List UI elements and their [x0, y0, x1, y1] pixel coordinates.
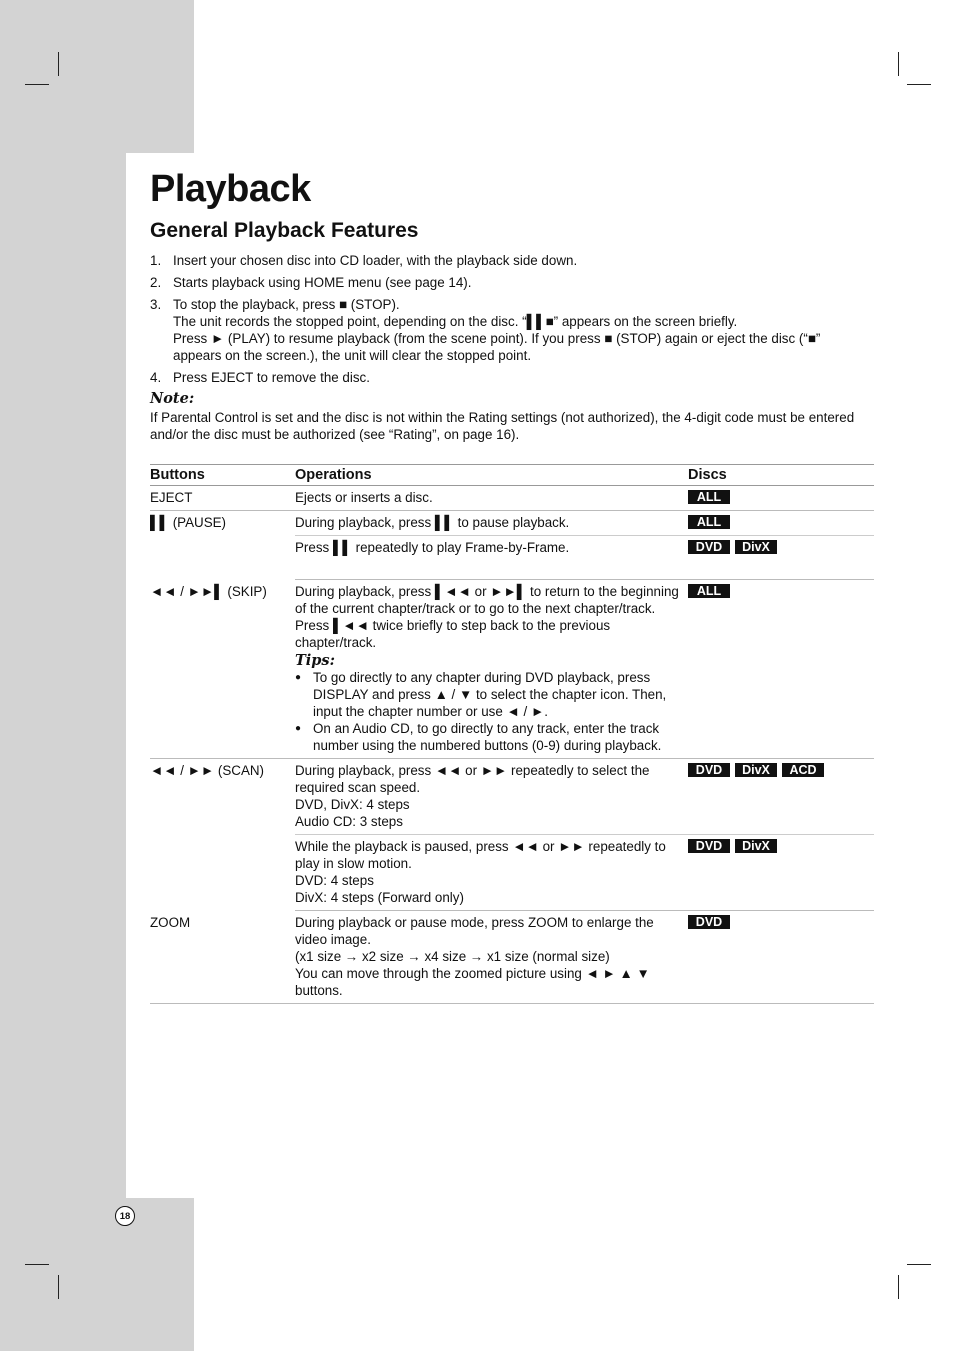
- crop-mark: [898, 1275, 899, 1299]
- step-text: [173, 274, 870, 291]
- note-label: Note:: [150, 390, 195, 407]
- list-item: [150, 252, 870, 269]
- list-item: [150, 296, 870, 364]
- tips-label: Tips:: [295, 652, 335, 669]
- crop-mark: [25, 84, 49, 85]
- list-item: [150, 369, 870, 386]
- steps-list: [150, 252, 870, 391]
- disc-badge: DivX: [735, 540, 777, 554]
- button-eject: EJECT: [150, 486, 295, 511]
- op-line: While the playback is paused, press ◄◄ or ►► repeatedly to play in slow motion.: [295, 839, 666, 871]
- disc-badge: DivX: [735, 763, 777, 777]
- tip-text: To go directly to any chapter during DVD playback, press DISPLAY and press ▲ / ▼ to select the chapter icon. Then, input the chapter number or use ◄ / ►.: [313, 670, 667, 719]
- step-number: 4.: [150, 370, 162, 385]
- button-scan: ◄◄ / ►► (SCAN): [150, 763, 265, 778]
- table-row-scan: [150, 759, 874, 835]
- section-title: General Playback Features: [150, 219, 419, 242]
- bullet-icon: ●: [295, 672, 302, 683]
- step-text: [173, 369, 870, 386]
- op-scan-2: [295, 835, 688, 911]
- list-item: [150, 274, 870, 291]
- crop-mark: [58, 52, 59, 76]
- discs-scan-2: [688, 835, 874, 911]
- disc-badge: ACD: [782, 763, 824, 777]
- op-line: DivX: 4 steps (Forward only): [295, 890, 464, 905]
- step-line: Press ► (PLAY) to resume playback (from the scene point). If you press ■ (STOP) again or eject the disc (“■” appears on the screen.), the unit will clear the stopped point.: [173, 331, 821, 363]
- op-pause-2: Press ▌▌ repeatedly to play Frame-by-Frame.: [295, 536, 688, 580]
- discs-skip: [688, 580, 874, 759]
- op-skip-lines: [295, 583, 688, 651]
- op-line: During playback, press ▌◄◄ or ►►▌ to return to the beginning of the current chapter/track or to go to the next chapter/track.: [295, 584, 679, 616]
- op-line: During playback, press ◄◄ or ►► repeatedly to select the required scan speed.: [295, 763, 650, 795]
- tip-text: On an Audio CD, to go directly to any track, enter the track number using the numbered buttons (0-9) during playback.: [313, 721, 662, 753]
- step-number: 1.: [150, 253, 162, 268]
- button-skip: ◄◄ / ►►▌ (SKIP): [150, 580, 295, 759]
- step-line: Insert your chosen disc into CD loader, with the playback side down.: [173, 253, 578, 268]
- disc-badge: ALL: [688, 490, 730, 504]
- header-operations: Operations: [295, 465, 688, 486]
- step-text: [173, 296, 870, 364]
- discs-eject: [688, 486, 874, 511]
- op-eject: Ejects or inserts a disc.: [295, 486, 688, 511]
- header-buttons: Buttons: [150, 465, 295, 486]
- disc-badge: DVD: [688, 540, 730, 554]
- op-line: DVD: 4 steps: [295, 873, 374, 888]
- tips-list: [295, 669, 688, 754]
- op-line: During playback or pause mode, press ZOOM to enlarge the video image.: [295, 915, 654, 947]
- step-text: [173, 252, 870, 269]
- op-zoom: [295, 911, 688, 1004]
- step-number: 3.: [150, 297, 162, 312]
- step-line: Starts playback using HOME menu (see page 14).: [173, 275, 472, 290]
- op-line: Press ▌◄◄ twice briefly to step back to the previous chapter/track.: [295, 618, 611, 650]
- margin-band-left: [0, 153, 126, 1198]
- crop-mark: [907, 84, 931, 85]
- disc-badge: ALL: [688, 515, 730, 529]
- operations-table: [150, 464, 874, 1004]
- disc-badge: DivX: [735, 839, 777, 853]
- table-row-zoom: [150, 911, 874, 1004]
- op-line: You can move through the zoomed picture using ◄ ► ▲ ▼ buttons.: [295, 966, 650, 998]
- step-line: The unit records the stopped point, depending on the disc. “▌▌■” appears on the screen briefly.: [173, 314, 738, 329]
- discs-pause-2: [688, 536, 874, 580]
- step-line: Press EJECT to remove the disc.: [173, 370, 370, 385]
- op-pause-1: During playback, press ▌▌ to pause playback.: [295, 511, 688, 536]
- page-number: 18: [115, 1206, 135, 1226]
- note-text: If Parental Control is set and the disc is not within the Rating settings (not authorized), the 4-digit code must be entered and/or the disc must be authorized (see “Rating”, on page 16).: [150, 410, 855, 442]
- button-pause: ▌▌ (PAUSE): [150, 515, 227, 530]
- page-title: Playback: [150, 168, 311, 210]
- crop-mark: [58, 1275, 59, 1299]
- tip-item: [295, 720, 688, 754]
- table-header-row: [150, 465, 874, 486]
- table-row-pause: [150, 511, 874, 536]
- table-row-eject: [150, 486, 874, 511]
- discs-pause-1: [688, 511, 874, 536]
- disc-badge: DVD: [688, 839, 730, 853]
- step-number: 2.: [150, 275, 162, 290]
- op-line: (x1 size → x2 size → x4 size → x1 size (normal size): [295, 949, 610, 964]
- disc-badge: DVD: [688, 763, 730, 777]
- button-zoom: ZOOM: [150, 911, 295, 1004]
- disc-badge: DVD: [688, 915, 730, 929]
- discs-scan-1: [688, 759, 874, 835]
- op-line: Audio CD: 3 steps: [295, 814, 403, 829]
- header-discs: Discs: [688, 465, 874, 486]
- tip-item: [295, 669, 688, 720]
- step-line: To stop the playback, press ■ (STOP).: [173, 297, 400, 312]
- discs-zoom: [688, 911, 874, 1004]
- op-scan-1: [295, 759, 688, 835]
- margin-band-bottom: [0, 1198, 194, 1351]
- crop-mark: [898, 52, 899, 76]
- op-line: DVD, DivX: 4 steps: [295, 797, 410, 812]
- op-skip: [295, 580, 688, 759]
- bullet-icon: ●: [295, 723, 302, 734]
- margin-band-top: [0, 0, 194, 153]
- disc-badge: ALL: [688, 584, 730, 598]
- table-row-skip: [150, 580, 874, 759]
- crop-mark: [907, 1264, 931, 1265]
- crop-mark: [25, 1264, 49, 1265]
